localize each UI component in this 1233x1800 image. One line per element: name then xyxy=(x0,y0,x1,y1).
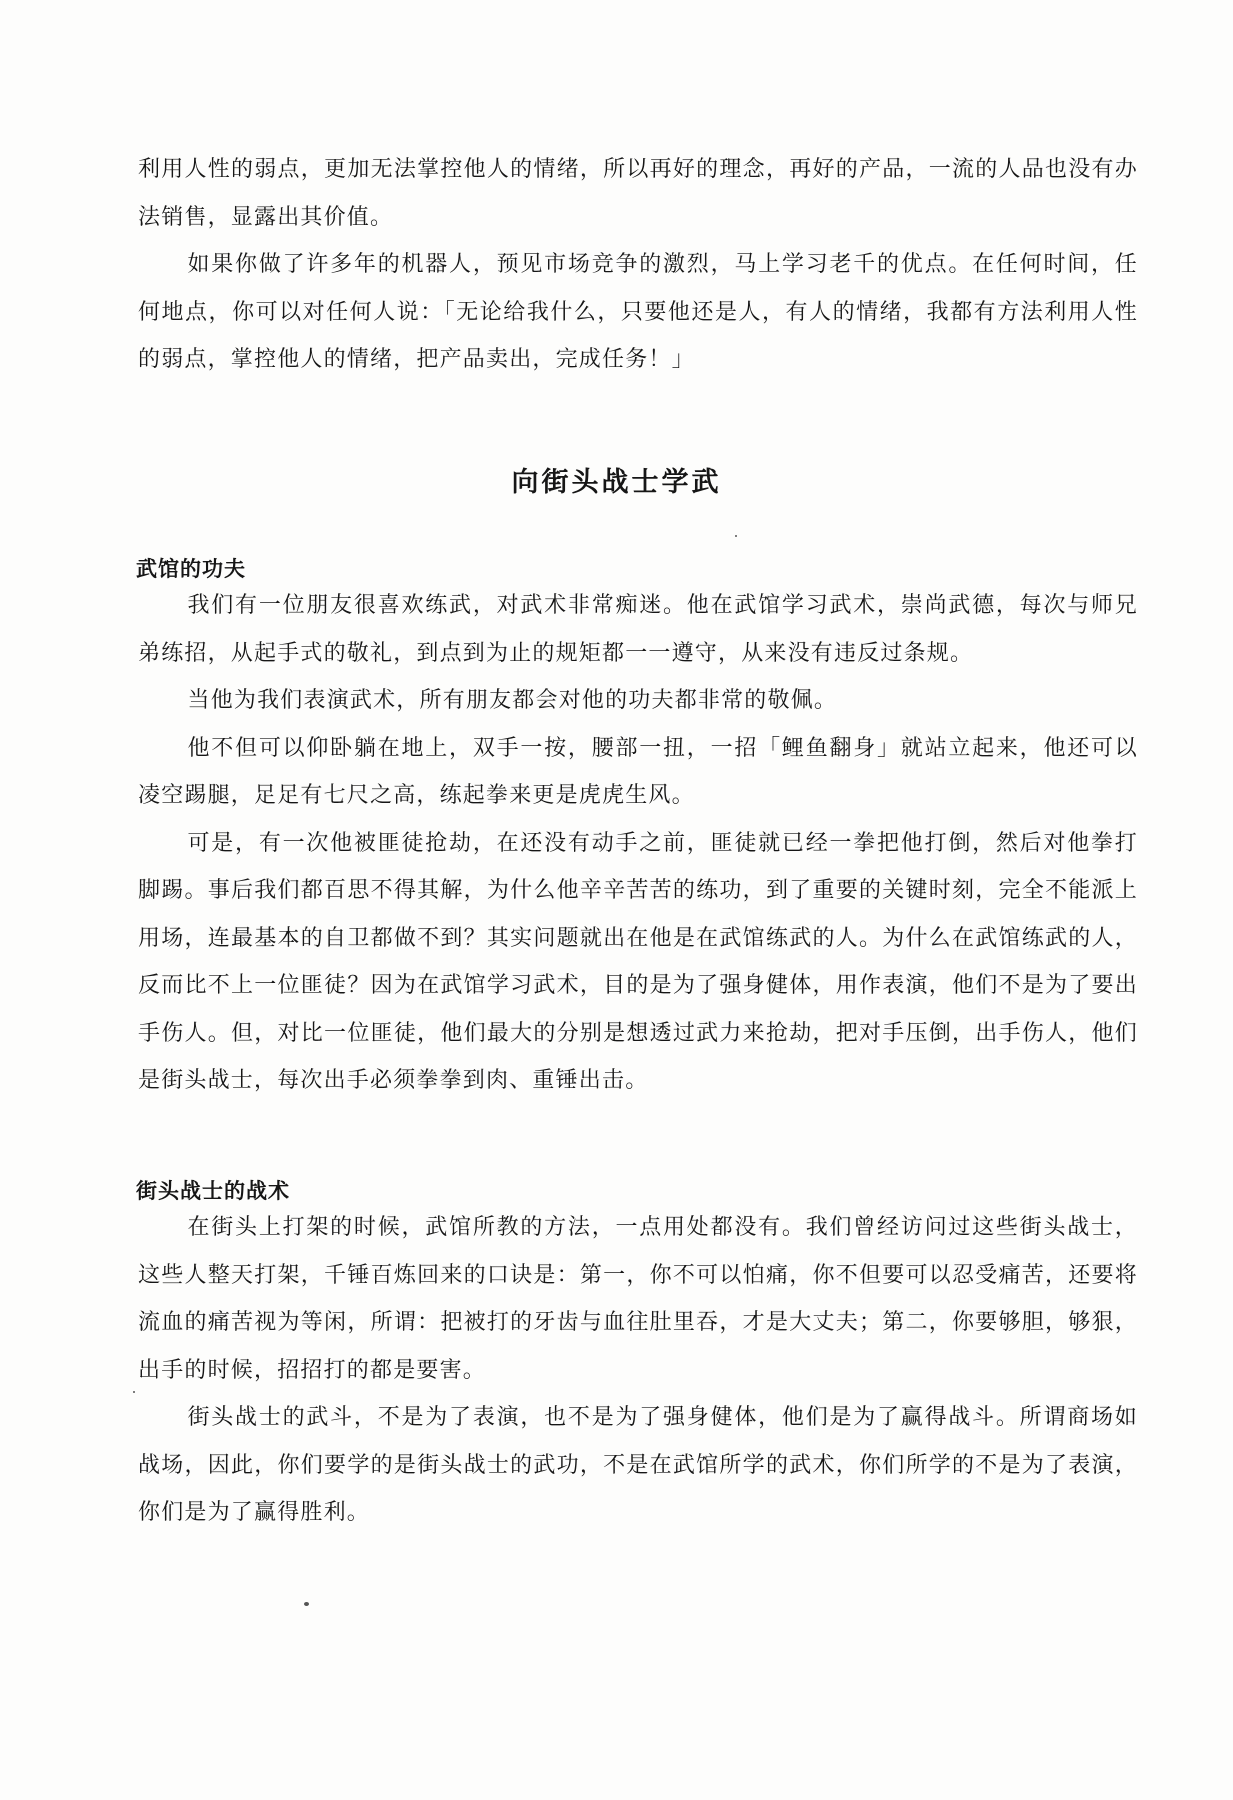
section-heading-street-fighter-tactics: 街头战士的战术 xyxy=(136,1178,290,1203)
section-2-text xyxy=(138,1204,1138,1537)
intro-paragraph-2: 如果你做了许多年的机器人，预见市场竞争的激烈，马上学习老千的优点。在任何时间，任何地点，你可以对任何人说：「无论给我什么，只要他还是人，有人的情绪，我都有方法利用人性的弱点，掌控他人的情绪，把产品卖出，完成任务！」 xyxy=(138,252,1138,372)
section-1-paragraph-1: 我们有一位朋友很喜欢练武，对武术非常痴迷。他在武馆学习武术，崇尚武德，每次与师兄弟练招，从起手式的敬礼，到点到为止的规矩都一一遵守，从来没有违反过条规。 xyxy=(138,593,1138,666)
section-2-paragraph-1: 在街头上打架的时候，武馆所教的方法，一点用处都没有。我们曾经访问过这些街头战士，这些人整天打架，千锤百炼回来的口诀是：第一，你不可以怕痛，你不但要可以忍受痛苦，还要将流血的痛苦视为等闲，所谓：把被打的牙齿与血往肚里吞，才是大丈夫；第二，你要够胆，够狠，出手的时候，招招打的都是要害。 xyxy=(138,1215,1138,1383)
intro-paragraph-1: 利用人性的弱点，更加无法掌控他人的情绪，所以再好的理念，再好的产品，一流的人品也没有办法销售，显露出其价值。 xyxy=(138,157,1138,230)
section-1-text xyxy=(138,582,1138,1105)
section-2-paragraph-2: 街头战士的武斗，不是为了表演，也不是为了强身健体，他们是为了赢得战斗。所谓商场如战场，因此，你们要学的是街头战士的武功，不是在武馆所学的武术，你们所学的不是为了表演，你们是为了赢得胜利。 xyxy=(138,1405,1138,1525)
section-1-paragraph-2: 当他为我们表演武术，所有朋友都会对他的功夫都非常的敬佩。 xyxy=(187,688,838,713)
section-heading-martial-hall: 武馆的功夫 xyxy=(136,556,246,581)
intro-text xyxy=(138,146,1138,384)
scan-speck xyxy=(133,1391,135,1393)
scan-speck xyxy=(304,1602,309,1606)
scan-speck xyxy=(735,535,737,537)
section-1-paragraph-4: 可是，有一次他被匪徒抢劫，在还没有动手之前，匪徒就已经一拳把他打倒，然后对他拳打脚踢。事后我们都百思不得其解，为什么他辛辛苦苦的练功，到了重要的关键时刻，完全不能派上用场，连最基本的自卫都做不到？其实问题就出在他是在武馆练武的人。为什么在武馆练武的人，反而比不上一位匪徒？因为在武馆学习武术，目的是为了强身健体，用作表演，他们不是为了要出手伤人。但，对比一位匪徒，他们最大的分别是想透过武力来抢劫，把对手压倒，出手伤人，他们是街头战士，每次出手必须拳拳到肉、重锤出击。 xyxy=(138,830,1138,1093)
chapter-title: 向街头战士学武 xyxy=(511,467,722,498)
section-1-paragraph-3: 他不但可以仰卧躺在地上，双手一按，腰部一扭，一招「鲤鱼翻身」就站立起来，他还可以凌空踢腿，足足有七尺之高，练起拳来更是虎虎生风。 xyxy=(138,735,1138,808)
